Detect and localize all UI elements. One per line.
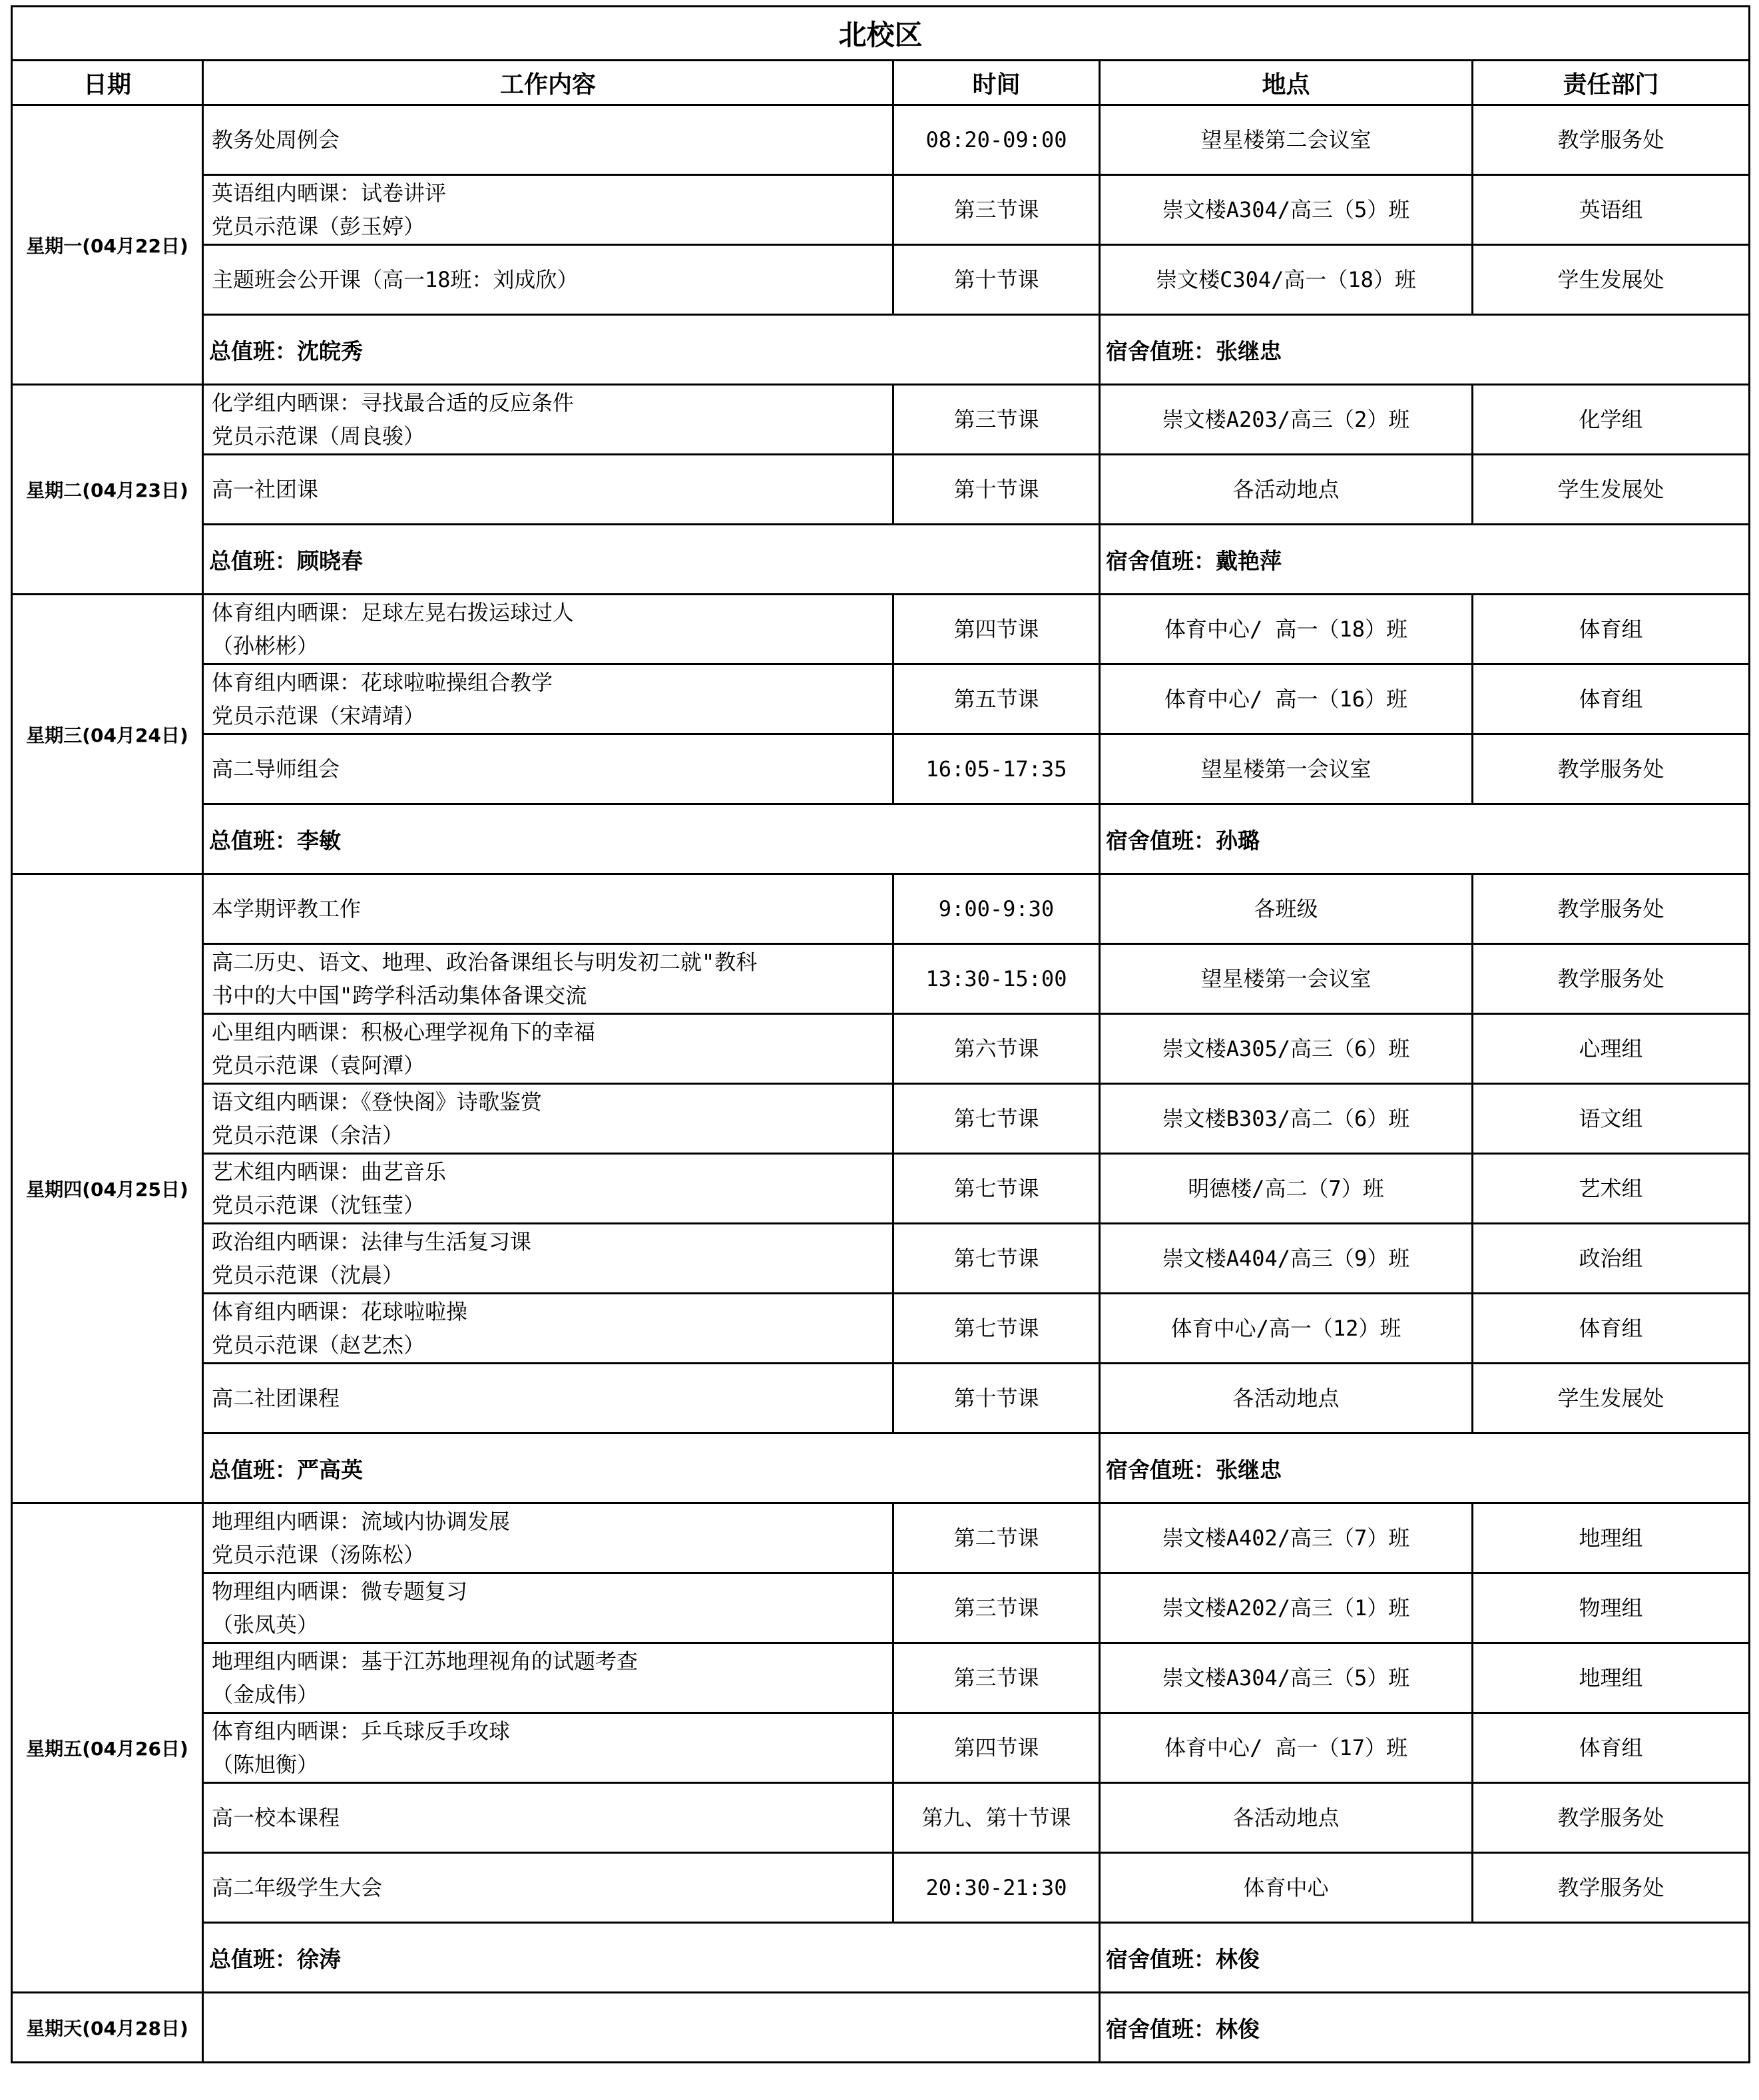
work-time: 第七节课 <box>893 1084 1100 1154</box>
header-content: 工作内容 <box>203 61 893 105</box>
day-date: 星期天(04月28日) <box>12 1993 203 2063</box>
day-date: 星期四(04月25日) <box>12 874 203 1503</box>
work-content: 高二导师组会 <box>203 734 893 804</box>
duty-chief: 总值班：李敏 <box>203 804 1100 874</box>
duty-dorm: 宿舍值班：林俊 <box>1100 1993 1750 2063</box>
work-dept: 体育组 <box>1473 1294 1750 1364</box>
work-time: 20:30-21:30 <box>893 1853 1100 1923</box>
work-place: 各活动地点 <box>1100 455 1473 525</box>
work-place: 体育中心/ 高一（17）班 <box>1100 1713 1473 1783</box>
table-row <box>12 1154 1750 1224</box>
duty-row <box>12 525 1750 595</box>
work-time: 第四节课 <box>893 1713 1100 1783</box>
duty-dorm: 宿舍值班：张继忠 <box>1100 315 1750 385</box>
table-row <box>12 595 1750 664</box>
table-row <box>12 1014 1750 1084</box>
work-content: 主题班会公开课（高一18班：刘成欣） <box>203 245 893 315</box>
work-dept: 心理组 <box>1473 1014 1750 1084</box>
work-time: 第三节课 <box>893 175 1100 245</box>
work-time: 第七节课 <box>893 1224 1100 1294</box>
work-content: 高一社团课 <box>203 455 893 525</box>
table-row <box>12 1713 1750 1783</box>
work-time: 第十节课 <box>893 1364 1100 1434</box>
work-place: 体育中心/高一（12）班 <box>1100 1294 1473 1364</box>
work-content: 政治组内晒课：法律与生活复习课 党员示范课（沈晨） <box>203 1224 893 1294</box>
work-content: 高二社团课程 <box>203 1364 893 1434</box>
table-row <box>12 1783 1750 1853</box>
table-row <box>12 175 1750 245</box>
work-dept: 教学服务处 <box>1473 944 1750 1014</box>
work-place: 崇文楼A402/高三（7）班 <box>1100 1503 1473 1573</box>
work-content: 体育组内晒课：花球啦啦操组合教学 党员示范课（宋靖靖） <box>203 664 893 734</box>
table-row <box>12 944 1750 1014</box>
work-content: 物理组内晒课：微专题复习 （张凤英） <box>203 1573 893 1643</box>
work-place: 崇文楼B303/高二（6）班 <box>1100 1084 1473 1154</box>
work-place: 崇文楼A304/高三（5）班 <box>1100 175 1473 245</box>
work-place: 各班级 <box>1100 874 1473 944</box>
work-time: 第六节课 <box>893 1014 1100 1084</box>
work-dept: 教学服务处 <box>1473 874 1750 944</box>
work-content: 地理组内晒课：流域内协调发展 党员示范课（汤陈松） <box>203 1503 893 1573</box>
work-dept: 艺术组 <box>1473 1154 1750 1224</box>
work-place: 望星楼第一会议室 <box>1100 734 1473 804</box>
schedule-table <box>11 5 1750 2063</box>
duty-chief: 总值班：沈皖秀 <box>203 315 1100 385</box>
work-time: 第三节课 <box>893 385 1100 455</box>
work-dept: 学生发展处 <box>1473 455 1750 525</box>
duty-dorm: 宿舍值班：孙璐 <box>1100 804 1750 874</box>
work-place: 崇文楼A404/高三（9）班 <box>1100 1224 1473 1294</box>
work-place: 体育中心/ 高一（18）班 <box>1100 595 1473 664</box>
work-dept: 政治组 <box>1473 1224 1750 1294</box>
header-time: 时间 <box>893 61 1100 105</box>
table-row <box>12 1503 1750 1573</box>
work-dept: 体育组 <box>1473 595 1750 664</box>
header-date: 日期 <box>12 61 203 105</box>
campus-title: 北校区 <box>12 7 1750 61</box>
work-place: 望星楼第一会议室 <box>1100 944 1473 1014</box>
work-content: 心里组内晒课：积极心理学视角下的幸福 党员示范课（袁阿潭） <box>203 1014 893 1084</box>
work-time: 13:30-15:00 <box>893 944 1100 1014</box>
duty-chief <box>203 1993 1100 2063</box>
table-row <box>12 1573 1750 1643</box>
work-place: 体育中心/ 高一（16）班 <box>1100 664 1473 734</box>
work-dept: 地理组 <box>1473 1643 1750 1713</box>
work-dept: 体育组 <box>1473 1713 1750 1783</box>
duty-dorm: 宿舍值班：张继忠 <box>1100 1434 1750 1503</box>
header-place: 地点 <box>1100 61 1473 105</box>
work-dept: 教学服务处 <box>1473 105 1750 175</box>
work-content: 英语组内晒课：试卷讲评 党员示范课（彭玉婷） <box>203 175 893 245</box>
work-content: 体育组内晒课：乒乓球反手攻球 （陈旭衡） <box>203 1713 893 1783</box>
work-place: 崇文楼A203/高三（2）班 <box>1100 385 1473 455</box>
work-dept: 物理组 <box>1473 1573 1750 1643</box>
work-content: 体育组内晒课：足球左晃右拨运球过人 （孙彬彬） <box>203 595 893 664</box>
work-content: 语文组内晒课：《登快阁》诗歌鉴赏 党员示范课（余洁） <box>203 1084 893 1154</box>
work-time: 第九、第十节课 <box>893 1783 1100 1853</box>
work-dept: 英语组 <box>1473 175 1750 245</box>
work-dept: 化学组 <box>1473 385 1750 455</box>
work-place: 崇文楼A304/高三（5）班 <box>1100 1643 1473 1713</box>
work-time: 第四节课 <box>893 595 1100 664</box>
table-row <box>12 1224 1750 1294</box>
table-row <box>12 1084 1750 1154</box>
work-place: 各活动地点 <box>1100 1364 1473 1434</box>
work-content: 体育组内晒课：花球啦啦操 党员示范课（赵艺杰） <box>203 1294 893 1364</box>
work-dept: 教学服务处 <box>1473 1783 1750 1853</box>
work-place: 明德楼/高二（7）班 <box>1100 1154 1473 1224</box>
table-row <box>12 1853 1750 1923</box>
work-place: 崇文楼C304/高一（18）班 <box>1100 245 1473 315</box>
duty-chief: 总值班：严高英 <box>203 1434 1100 1503</box>
work-dept: 学生发展处 <box>1473 245 1750 315</box>
work-time: 第五节课 <box>893 664 1100 734</box>
table-row <box>12 105 1750 175</box>
work-place: 体育中心 <box>1100 1853 1473 1923</box>
work-time: 第七节课 <box>893 1294 1100 1364</box>
duty-chief: 总值班：徐涛 <box>203 1923 1100 1993</box>
table-row <box>12 1294 1750 1364</box>
duty-dorm: 宿舍值班：林俊 <box>1100 1923 1750 1993</box>
work-content: 高二年级学生大会 <box>203 1853 893 1923</box>
work-time: 第三节课 <box>893 1573 1100 1643</box>
table-row <box>12 664 1750 734</box>
work-dept: 语文组 <box>1473 1084 1750 1154</box>
day-date: 星期五(04月26日) <box>12 1503 203 1993</box>
work-time: 第七节课 <box>893 1154 1100 1224</box>
table-row <box>12 874 1750 944</box>
header-dept: 责任部门 <box>1473 61 1750 105</box>
duty-row <box>12 804 1750 874</box>
duty-row <box>12 1434 1750 1503</box>
day-date: 星期三(04月24日) <box>12 595 203 874</box>
duty-dorm: 宿舍值班：戴艳萍 <box>1100 525 1750 595</box>
table-row <box>12 1364 1750 1434</box>
work-content: 高二历史、语文、地理、政治备课组长与明发初二就"教科 书中的大中国"跨学科活动集体备课交流 <box>203 944 893 1014</box>
work-time: 第十节课 <box>893 245 1100 315</box>
work-time: 08:20-09:00 <box>893 105 1100 175</box>
schedule-body <box>12 105 1750 2063</box>
day-row <box>12 1993 1750 2063</box>
work-place: 望星楼第二会议室 <box>1100 105 1473 175</box>
work-content: 地理组内晒课：基于江苏地理视角的试题考查 （金成伟） <box>203 1643 893 1713</box>
work-content: 高一校本课程 <box>203 1783 893 1853</box>
work-dept: 学生发展处 <box>1473 1364 1750 1434</box>
duty-row <box>12 315 1750 385</box>
work-time: 16:05-17:35 <box>893 734 1100 804</box>
duty-row <box>12 1923 1750 1993</box>
table-row <box>12 385 1750 455</box>
work-content: 艺术组内晒课：曲艺音乐 党员示范课（沈钰莹） <box>203 1154 893 1224</box>
work-place: 崇文楼A305/高三（6）班 <box>1100 1014 1473 1084</box>
work-time: 第二节课 <box>893 1503 1100 1573</box>
work-time: 9:00-9:30 <box>893 874 1100 944</box>
duty-chief: 总值班：顾晓春 <box>203 525 1100 595</box>
table-row <box>12 245 1750 315</box>
table-row <box>12 734 1750 804</box>
day-date: 星期二(04月23日) <box>12 385 203 595</box>
table-row <box>12 1643 1750 1713</box>
work-content: 化学组内晒课：寻找最合适的反应条件 党员示范课（周良骏） <box>203 385 893 455</box>
work-content: 教务处周例会 <box>203 105 893 175</box>
work-time: 第十节课 <box>893 455 1100 525</box>
day-date: 星期一(04月22日) <box>12 105 203 385</box>
work-dept: 教学服务处 <box>1473 1853 1750 1923</box>
work-place: 崇文楼A202/高三（1）班 <box>1100 1573 1473 1643</box>
work-dept: 体育组 <box>1473 664 1750 734</box>
work-content: 本学期评教工作 <box>203 874 893 944</box>
work-place: 各活动地点 <box>1100 1783 1473 1853</box>
work-time: 第三节课 <box>893 1643 1100 1713</box>
work-dept: 地理组 <box>1473 1503 1750 1573</box>
table-row <box>12 455 1750 525</box>
work-dept: 教学服务处 <box>1473 734 1750 804</box>
